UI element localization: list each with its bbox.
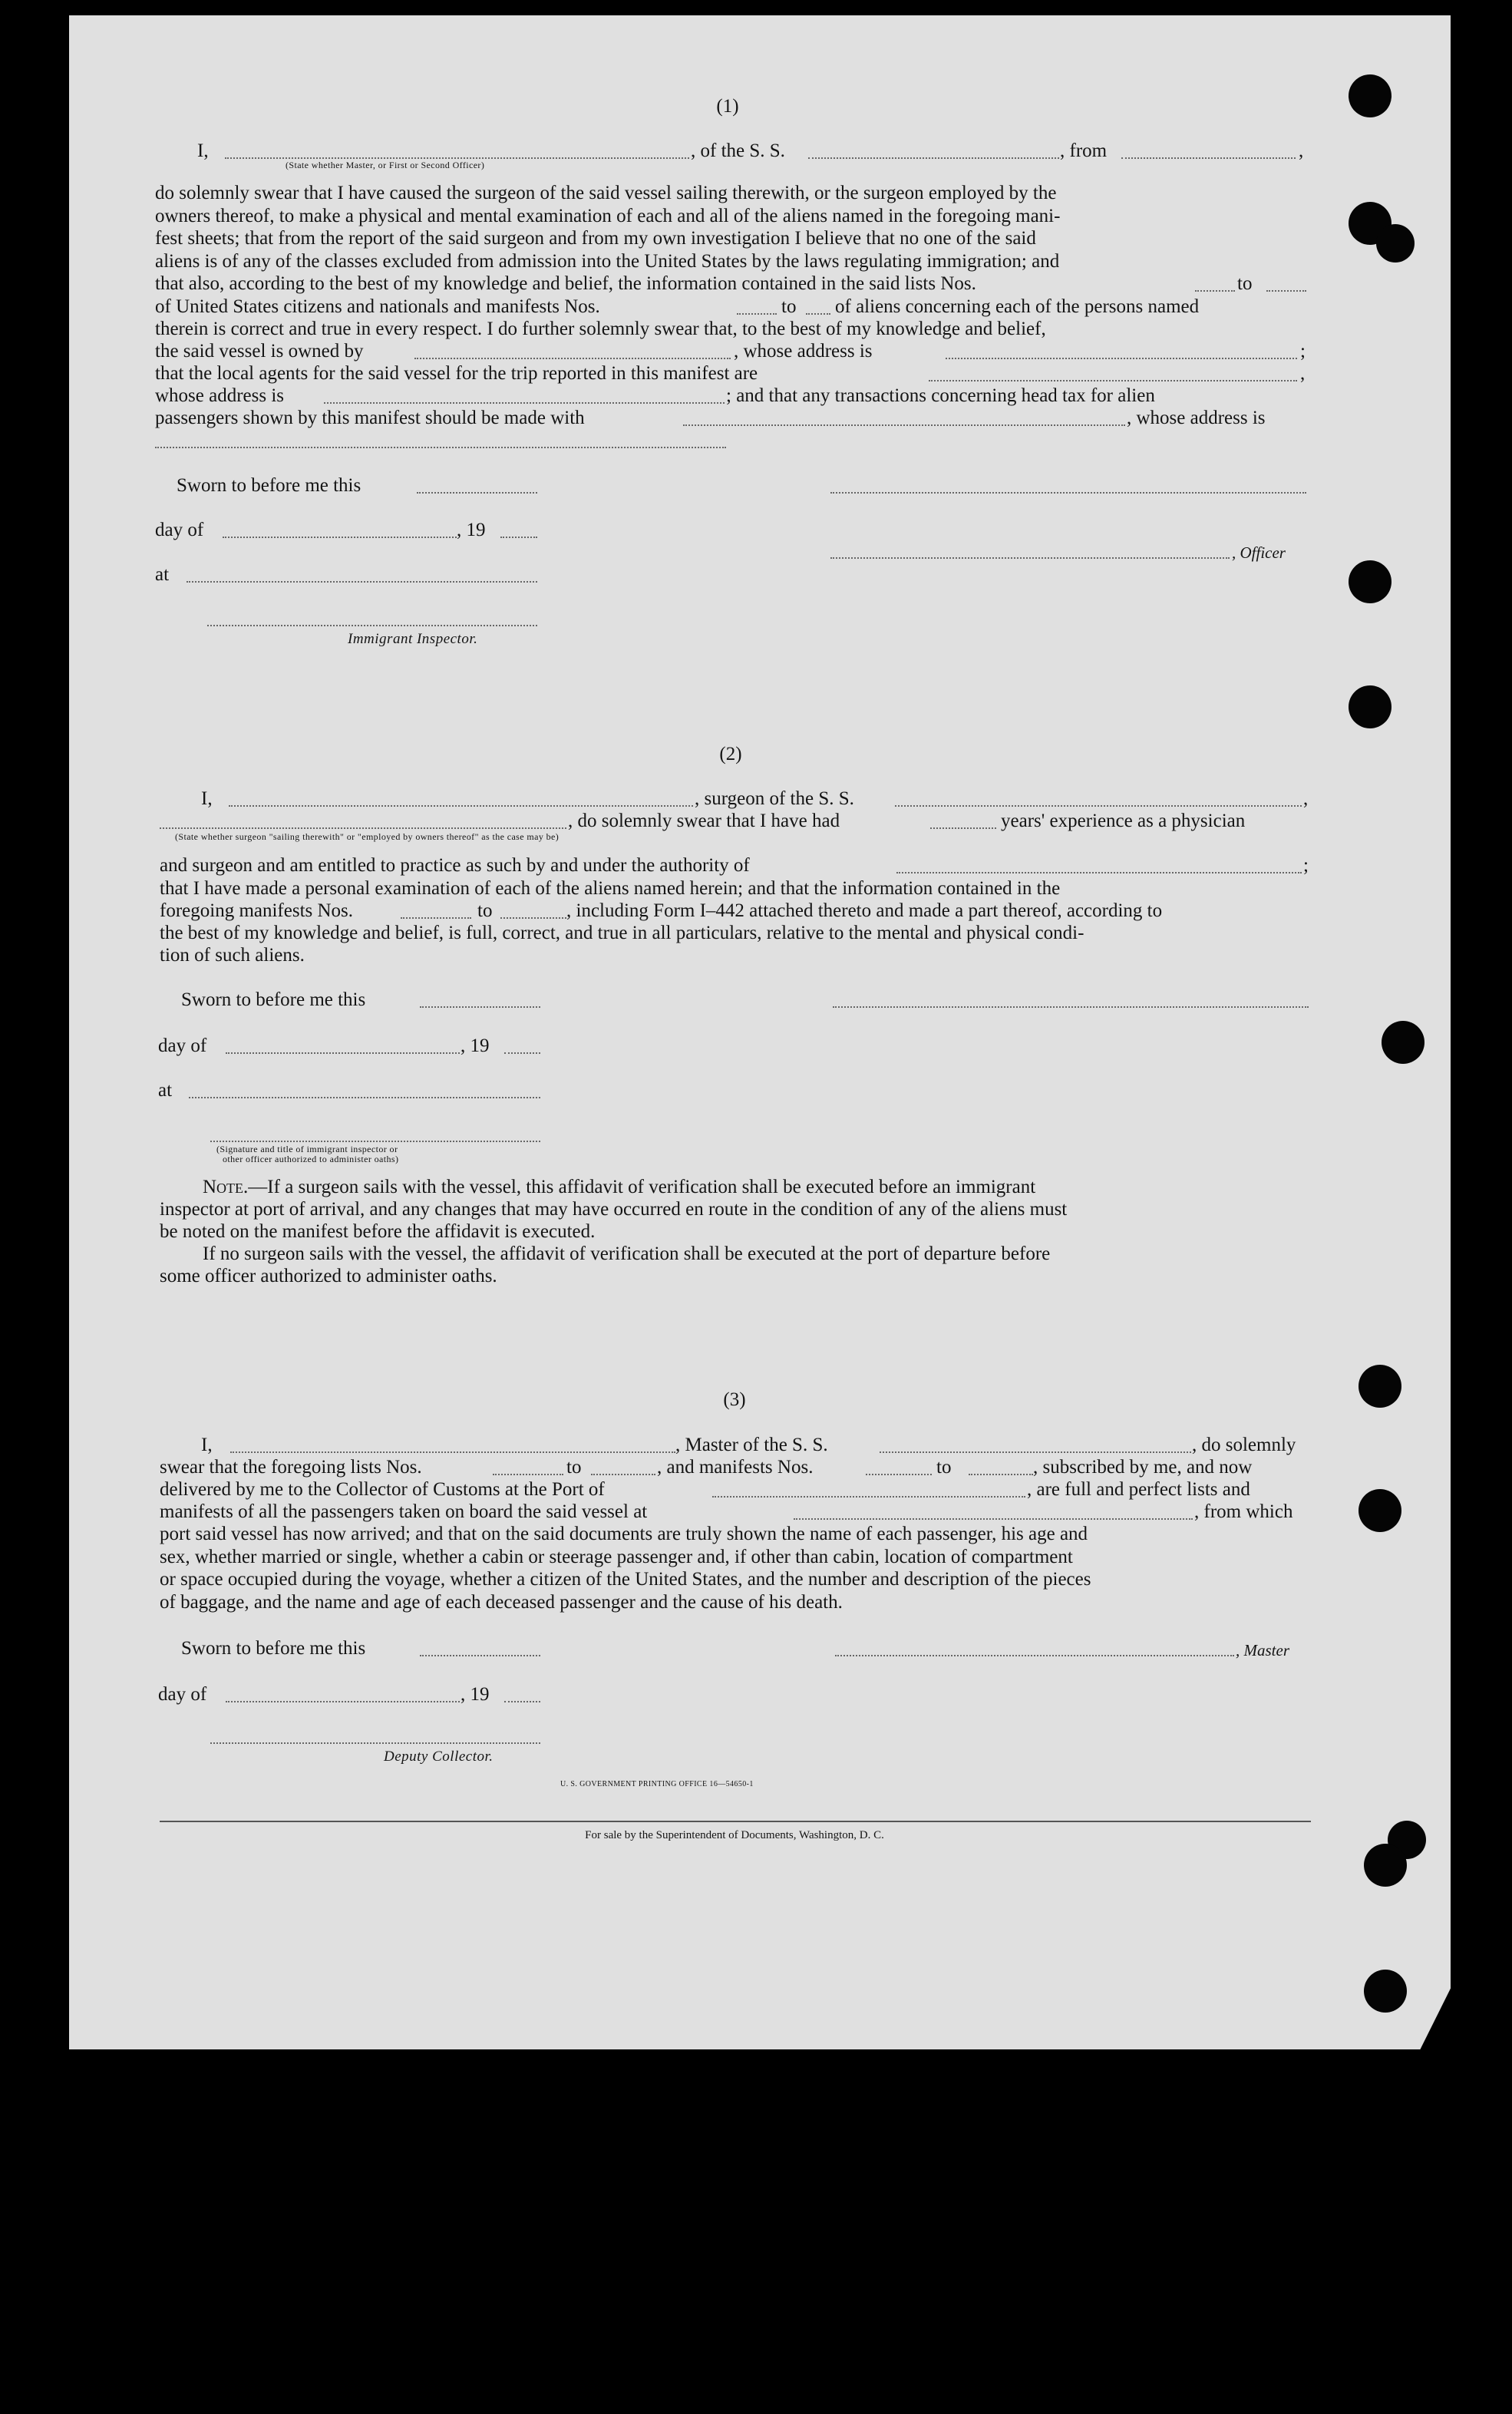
- sec2-surgeon-type-line: [160, 827, 566, 829]
- sec2-year-line: [504, 1052, 540, 1054]
- sec1-at: at: [155, 564, 170, 585]
- sec1-line-9b: ,: [1300, 363, 1306, 384]
- sec1-head-tax-address-line: [155, 447, 726, 448]
- sec1-line-3: fest sheets; that from the report of the said surgeon and from my own investigation I believe that no one of the said: [155, 228, 1036, 249]
- sec1-inspector-label: Immigrant Inspector.: [348, 631, 478, 647]
- sec2-day-of: day of: [158, 1035, 207, 1056]
- sec1-day-of: day of: [155, 520, 204, 540]
- sec2-line-5: tion of such aliens.: [160, 945, 305, 966]
- sec2-surgeon-name-line: [229, 805, 693, 807]
- sec3-lists-from-line: [493, 1474, 563, 1475]
- punch-hole: [1349, 685, 1392, 728]
- sec3-line-4a: manifests of all the passengers taken on board the said vessel at: [160, 1501, 648, 1522]
- sec3-line-6: sex, whether married or single, whether a cabin or steerage passenger and, if other than cabin, location of compartment: [160, 1546, 1073, 1567]
- sec2-subcaption: (State whether surgeon "sailing therewith" or "employed by owners thereof" as the case may be): [175, 831, 560, 842]
- sec3-line-2b: to: [566, 1457, 582, 1478]
- sec3-i: I,: [201, 1435, 213, 1455]
- sec3-sworn-date-line: [420, 1655, 540, 1656]
- sec2-line-1a: and surgeon and am entitled to practice as such by and under the authority of: [160, 855, 750, 876]
- sec1-line-10b: ; and that any transactions concerning head tax for alien: [726, 385, 1155, 406]
- punch-hole: [1358, 1365, 1401, 1408]
- punch-hole: [1364, 1970, 1407, 2013]
- sec2-nineteen: , 19: [461, 1035, 490, 1056]
- sec3-manifests-from-line: [866, 1474, 932, 1475]
- sec3-master-name-line: [230, 1451, 675, 1453]
- sec1-lists-to-line: [1266, 290, 1306, 292]
- sec3-deputy-label: Deputy Collector.: [384, 1749, 494, 1765]
- sec1-year-line: [500, 537, 537, 538]
- sec3-sworn: Sworn to before me this: [181, 1638, 366, 1659]
- sec1-agents-line: [929, 380, 1297, 381]
- footer-rule: [160, 1821, 1311, 1822]
- sec3-solemnly: , do solemnly: [1192, 1435, 1296, 1455]
- sec1-at-line: [187, 581, 537, 583]
- sec1-i: I,: [197, 140, 209, 161]
- sec3-day-line: [226, 1701, 460, 1702]
- sec3-lists-to-line: [591, 1474, 655, 1475]
- sec2-sworn-date-line: [420, 1006, 540, 1008]
- sec1-line-1: do solemnly swear that I have caused the surgeon of the said vessel sailing therewith, or the surgeon employed by the: [155, 183, 1057, 203]
- sec3-line-5: port said vessel has now arrived; and that on the said documents are truly shown the name of each passenger, his age and: [160, 1524, 1088, 1544]
- sec3-line-8: of baggage, and the name and age of each deceased passenger and the cause of his death.: [160, 1591, 843, 1613]
- sec1-head-tax-line: [683, 424, 1125, 426]
- punch-hole: [1349, 560, 1392, 603]
- sec2-manifests-from-line: [401, 917, 471, 919]
- sec2-swear: , do solemnly swear that I have had: [568, 811, 840, 831]
- sec1-inspector-line: [207, 625, 537, 626]
- sec3-boarding-port-line: [794, 1518, 1193, 1520]
- sec1-officer-name-line: [225, 157, 689, 159]
- sec2-line-1b: ;: [1303, 855, 1309, 876]
- sec2-line-3b: to: [477, 900, 493, 921]
- sec3-line-2d: to: [936, 1457, 952, 1478]
- sec3-day-of: day of: [158, 1684, 207, 1705]
- sec1-line-2: owners thereof, to make a physical and mental examination of each and all of the aliens named in the foregoing mani-: [155, 205, 1061, 226]
- sec2-note-line-4: If no surgeon sails with the vessel, the affidavit of verification shall be executed at the port of departure before: [203, 1243, 1051, 1264]
- sec1-line-11a: passengers shown by this manifest should be made with: [155, 408, 585, 428]
- sec1-manifests-from-line: [737, 313, 777, 315]
- sec2-vessel-line: [895, 805, 1302, 807]
- sec1-line-5a: that also, according to the best of my knowledge and belief, the information contained in the said lists Nos.: [155, 273, 976, 294]
- section-2-number: (2): [719, 744, 742, 764]
- punch-hole: [1376, 224, 1415, 263]
- sec1-lists-from-line: [1195, 290, 1235, 292]
- punch-hole: [1364, 1844, 1407, 1887]
- sec2-note-line-2: inspector at port of arrival, and any changes that may have occurred en route in the condition of any of the aliens must: [160, 1199, 1068, 1220]
- sec2-note-line-5: some officer authorized to administer oaths.: [160, 1266, 497, 1286]
- sec3-line-3b: , are full and perfect lists and: [1027, 1479, 1250, 1500]
- sec1-line-4: aliens is of any of the classes excluded from admission into the United States by the laws regulating immigration; and: [155, 250, 1060, 272]
- sec3-master-ss: , Master of the S. S.: [675, 1435, 828, 1455]
- sec1-manifests-to-line: [806, 313, 830, 315]
- sec1-sworn-date-line: [417, 492, 537, 494]
- sec2-surgeon: , surgeon of the S. S.: [695, 788, 854, 809]
- sec1-from: , from: [1060, 140, 1108, 161]
- sec3-line-4b: , from which: [1194, 1501, 1293, 1522]
- sec2-at: at: [158, 1080, 173, 1101]
- sec1-oath-paragraph: [155, 182, 1306, 272]
- sec1-line-8b: , whose address is: [734, 341, 873, 362]
- sec2-note-line-1: [203, 1176, 1035, 1199]
- sec2-sworn: Sworn to before me this: [181, 989, 366, 1010]
- punch-hole: [1358, 1489, 1401, 1532]
- note-label: Note.: [203, 1177, 249, 1197]
- sec3-line-3a: delivered by me to the Collector of Customs at the Port of: [160, 1479, 605, 1500]
- punch-hole: [1382, 1021, 1425, 1064]
- sec2-line-4: the best of my knowledge and belief, is full, correct, and true in all particulars, relative to the mental and physical condi-: [160, 923, 1084, 943]
- sec3-manifests-to-line: [969, 1474, 1033, 1475]
- section-3-number: (3): [723, 1389, 746, 1410]
- sec2-i: I,: [201, 788, 213, 809]
- sec3-year-line: [504, 1701, 540, 1702]
- sec3-deputy-line: [210, 1742, 540, 1744]
- sec1-owner-address-line: [946, 358, 1297, 359]
- sec3-line-2a: swear that the foregoing lists Nos.: [160, 1457, 422, 1478]
- sec3-vessel-line: [880, 1451, 1191, 1453]
- gpo-imprint: U. S. GOVERNMENT PRINTING OFFICE 16—54650-1: [560, 1780, 754, 1788]
- sec2-signature-title-line: [210, 1141, 540, 1142]
- sec2-signature-line: [833, 1006, 1309, 1008]
- sec2-line-2: that I have made a personal examination of each of the aliens named herein; and that the information contained in the: [160, 878, 1061, 899]
- sec2-sig-caption-1: (Signature and title of immigrant inspector or: [216, 1144, 398, 1154]
- punch-hole: [1349, 74, 1392, 117]
- sec1-officer-label: , Officer: [1232, 543, 1286, 562]
- sec1-nineteen: , 19: [457, 520, 486, 540]
- sec1-line-5b: to: [1237, 273, 1253, 294]
- sec1-line-6a: of United States citizens and nationals and manifests Nos.: [155, 296, 600, 317]
- sec2-authority-line: [896, 872, 1302, 873]
- sec1-line-11b: , whose address is: [1127, 408, 1266, 428]
- sec3-oath-paragraph: [160, 1523, 1311, 1613]
- sale-notice: For sale by the Superintendent of Documents, Washington, D. C.: [585, 1829, 884, 1841]
- sec1-officer-line: [830, 557, 1230, 559]
- sec1-day-line: [223, 537, 457, 538]
- note-text: —If a surgeon sails with the vessel, this affidavit of verification shall be executed before an immigrant: [248, 1177, 1036, 1197]
- section-1-number: (1): [716, 96, 739, 117]
- sec2-line-3a: foregoing manifests Nos.: [160, 900, 354, 921]
- sec1-line-6b: to: [781, 296, 797, 317]
- sec1-line-7: therein is correct and true in every respect. I do further solemnly swear that, to the best of my knowledge and belief,: [155, 319, 1046, 339]
- sec2-comma: ,: [1303, 788, 1309, 809]
- sec1-agents-address-line: [324, 402, 725, 404]
- sec3-port-line: [712, 1496, 1025, 1498]
- sec2-note-line-3: be noted on the manifest before the affidavit is executed.: [160, 1221, 596, 1242]
- sec1-owner-line: [414, 358, 731, 359]
- sec1-comma: ,: [1299, 140, 1304, 161]
- sec2-years: years' experience as a physician: [1001, 811, 1246, 831]
- sec1-from-line: [1121, 157, 1296, 159]
- sec1-of-ss: , of the S. S.: [691, 140, 785, 161]
- sec1-line-8a: the said vessel is owned by: [155, 341, 364, 362]
- sec1-line-6c: of aliens concerning each of the persons named: [835, 296, 1200, 317]
- sec3-line-7: or space occupied during the voyage, whether a citizen of the United States, and the number and description of the pieces: [160, 1569, 1091, 1590]
- sec2-line-3c: , including Form I–442 attached thereto and made a part thereof, according to: [566, 900, 1163, 921]
- sec3-line-2c: , and manifests Nos.: [657, 1457, 814, 1478]
- sec1-subcaption: (State whether Master, or First or Second Officer): [286, 160, 485, 170]
- sec1-vessel-line: [808, 157, 1059, 159]
- sec1-line-9a: that the local agents for the said vessel for the trip reported in this manifest are: [155, 363, 758, 384]
- sec2-sig-caption-2: other officer authorized to administer oaths): [223, 1154, 399, 1164]
- sec1-line-10a: whose address is: [155, 385, 285, 406]
- sec3-master-label: , Master: [1236, 1641, 1289, 1659]
- sec1-signature-line: [830, 492, 1306, 494]
- sec3-nineteen: , 19: [461, 1684, 490, 1705]
- sec2-manifests-to-line: [500, 917, 566, 919]
- sec3-master-signature-line: [835, 1655, 1234, 1656]
- sec1-line-8c: ;: [1300, 341, 1306, 362]
- sec2-day-line: [226, 1052, 460, 1054]
- sec3-line-2e: , subscribed by me, and now: [1033, 1457, 1253, 1478]
- sec2-years-line: [930, 827, 996, 829]
- sec1-sworn: Sworn to before me this: [177, 475, 361, 496]
- sec2-at-line: [189, 1097, 540, 1098]
